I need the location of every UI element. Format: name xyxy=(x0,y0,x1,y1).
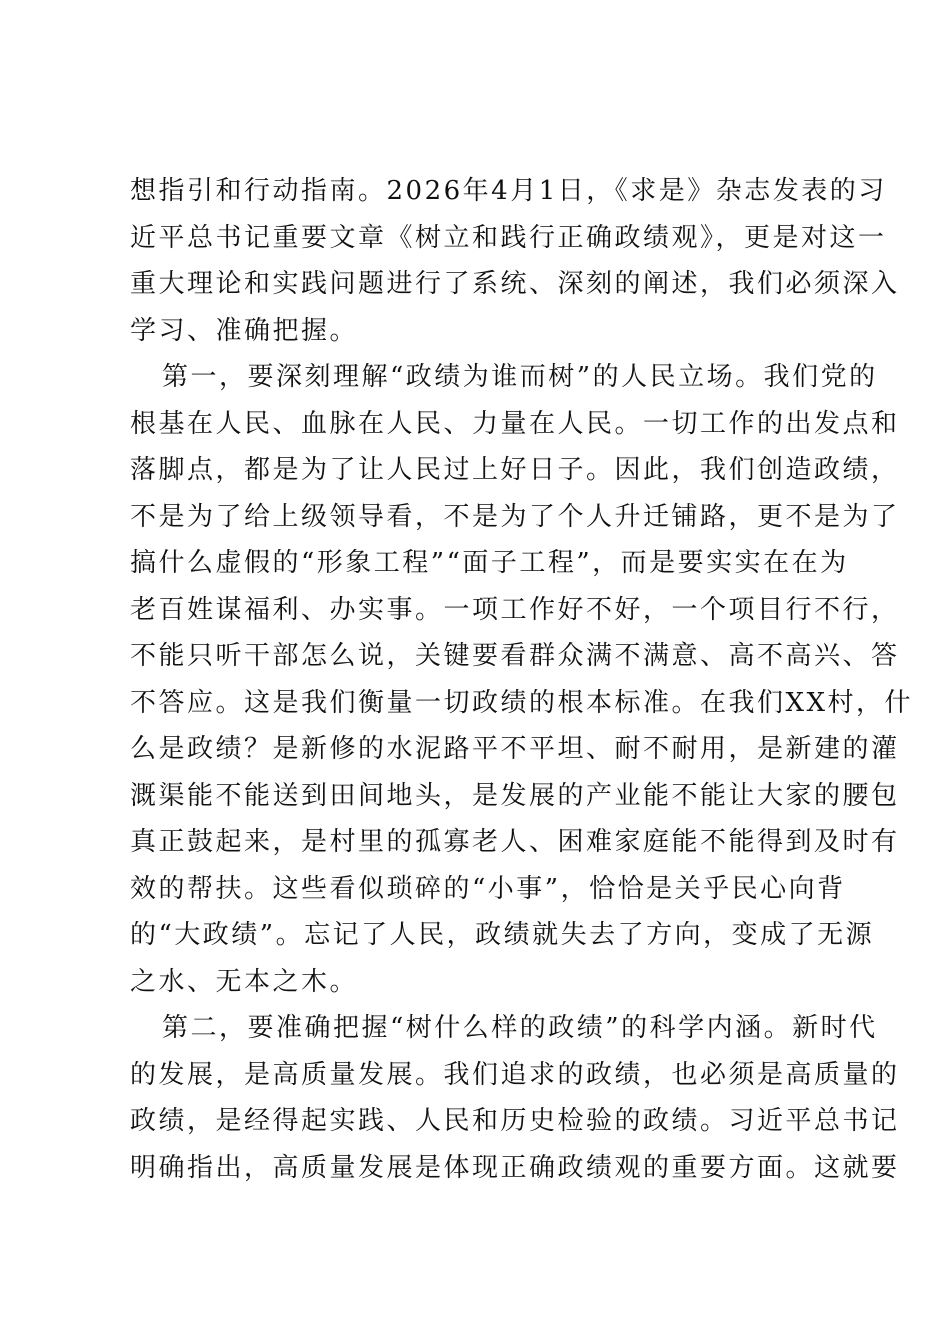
text-line: 想指引和行动指南。2026年4月1日，《求是》杂志发表的习 xyxy=(130,176,887,206)
text-line: 政绩，是经得起实践、人民和历史检验的政绩。习近平总书记 xyxy=(130,1106,900,1136)
text-line: 学习、准确把握。 xyxy=(130,315,359,346)
text-line: 不能只听干部怎么说，关键要看群众满不满意、高不高兴、答 xyxy=(130,641,900,671)
text-line: 近平总书记重要文章《树立和践行正确政绩观》，更是对这一 xyxy=(130,222,887,253)
text-line: 的“大政绩”。忘记了人民，政绩就失去了方向，变成了无源 xyxy=(130,920,875,950)
text-line: 不是为了给上级领导看，不是为了个人升迁铺路，更不是为了 xyxy=(130,501,900,532)
paragraph-first-line: 第二，要准确把握“树什么样的政绩”的科学内涵。新时代 xyxy=(162,1013,878,1043)
text-line: 之水、无本之木。 xyxy=(130,966,359,997)
body-text xyxy=(130,168,914,1191)
paragraph-first-line: 第一，要深刻理解“政绩为谁而树”的人民立场。我们党的 xyxy=(162,362,878,392)
text-line: 重大理论和实践问题进行了系统、深刻的阐述，我们必须深入 xyxy=(130,269,900,299)
text-line: 明确指出，高质量发展是体现正确政绩观的重要方面。这就要 xyxy=(130,1152,900,1183)
text-line: 落脚点，都是为了让人民过上好日子。因此，我们创造政绩， xyxy=(130,455,900,485)
text-line: 根基在人民、血脉在人民、力量在人民。一切工作的出发点和 xyxy=(130,408,900,439)
text-line: 溉渠能不能送到田间地头，是发展的产业能不能让大家的腰包 xyxy=(130,780,900,811)
text-line: 真正鼓起来，是村里的孤寡老人、困难家庭能不能得到及时有 xyxy=(130,827,900,857)
text-line: 的发展，是高质量发展。我们追求的政绩，也必须是高质量的 xyxy=(130,1059,900,1090)
text-line: 老百姓谋福利、办实事。一项工作好不好，一个项目行不行， xyxy=(130,594,900,625)
text-line: 搞什么虚假的“形象工程”“面子工程”，而是要实实在在为 xyxy=(130,548,849,578)
text-line: 不答应。这是我们衡量一切政绩的根本标准。在我们XX村，什 xyxy=(130,687,914,718)
text-line: 么是政绩？是新修的水泥路平不平坦、耐不耐用，是新建的灌 xyxy=(130,734,900,764)
text-line: 效的帮扶。这些看似琐碎的“小事”，恰恰是关乎民心向背 xyxy=(130,873,846,904)
